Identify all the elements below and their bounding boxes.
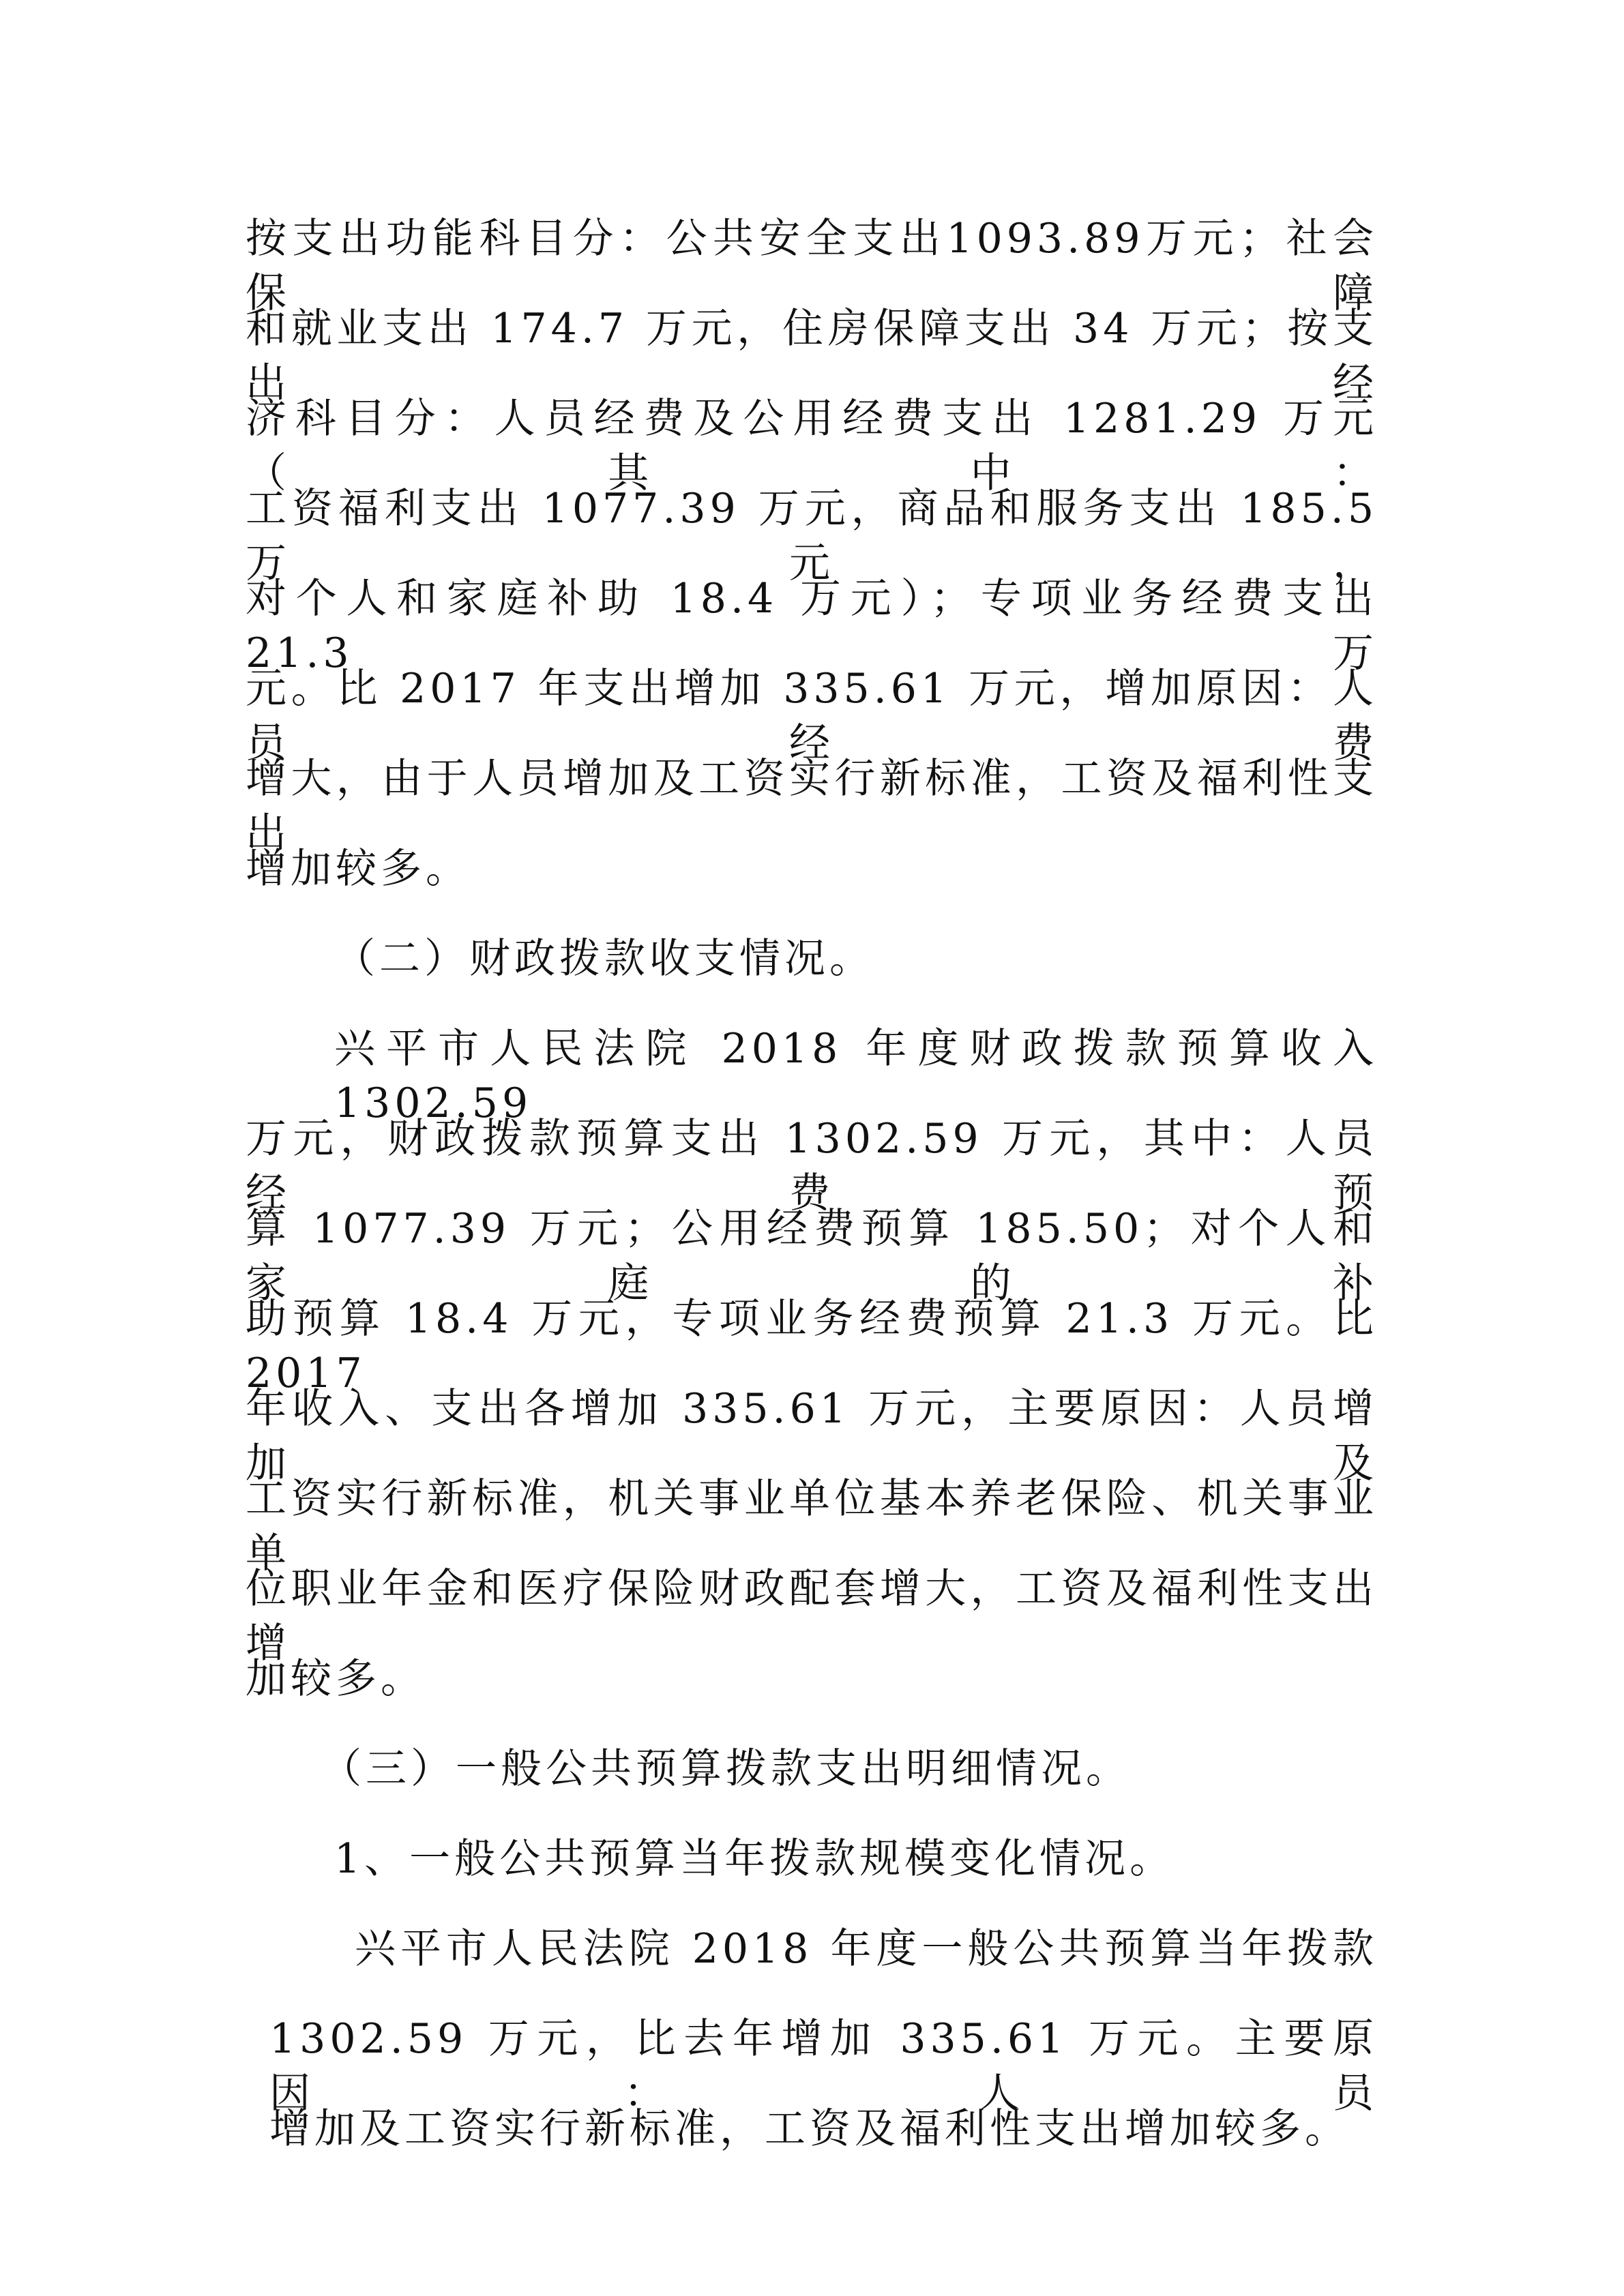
text-line-20: 兴平市人民法院 2018 年度一般公共预算当年拨款 — [355, 1925, 1378, 1973]
text-line-11: 万元，财政拨款预算支出 1302.59 万元，其中：人员经费预 — [246, 1115, 1378, 1217]
text-line-12: 算 1077.39 万元；公用经费预算 185.50；对个人和家庭的补 — [246, 1205, 1378, 1307]
text-line-10: 兴平市人民法院 2018 年度财政拨款预算收入 1302.59 — [334, 1025, 1378, 1127]
text-line-14: 年收入、支出各增加 335.61 万元，主要原因：人员增加及 — [246, 1385, 1378, 1487]
section-heading-2: （二）财政拨款收支情况。 — [334, 935, 874, 983]
text-line-13: 助预算 18.4 万元，专项业务经费预算 21.3 万元。比 2017 — [246, 1295, 1378, 1397]
text-line-8: 增加较多。 — [246, 845, 471, 893]
text-line-5: 对个人和家庭补助 18.4 万元）；专项业务经费支出 21.3 万 — [246, 575, 1378, 677]
text-line-6: 元。比 2017 年支出增加 335.61 万元，增加原因：人员经费 — [246, 665, 1378, 767]
text-line-15: 工资实行新标准，机关事业单位基本养老保险、机关事业单 — [246, 1475, 1378, 1577]
text-line-22: 增加及工资实行新标准，工资及福利性支出增加较多。 — [269, 2105, 1350, 2153]
text-line-21: 1302.59 万元，比去年增加 335.61 万元。主要原因：人员 — [269, 2015, 1378, 2117]
text-line-2: 和就业支出 174.7 万元，住房保障支出 34 万元；按支出经 — [246, 305, 1378, 407]
text-line-4: 工资福利支出 1077.39 万元，商品和服务支出 185.5 万元， — [246, 485, 1378, 587]
text-line-7: 增大，由于人员增加及工资实行新标准，工资及福利性支出 — [246, 755, 1378, 857]
section-heading-3: （三）一般公共预算拨款支出明细情况。 — [321, 1745, 1131, 1793]
text-line-3: 济科目分：人员经费及公用经费支出 1281.29 万元（其中： — [246, 395, 1378, 497]
subsection-heading-1: 1、一般公共预算当年拨款规模变化情况。 — [334, 1835, 1175, 1883]
text-line-16: 位职业年金和医疗保险财政配套增大，工资及福利性支出增 — [246, 1565, 1378, 1667]
text-line-1: 按支出功能科目分：公共安全支出1093.89万元；社会保障 — [246, 215, 1378, 317]
text-line-17: 加较多。 — [246, 1655, 426, 1703]
